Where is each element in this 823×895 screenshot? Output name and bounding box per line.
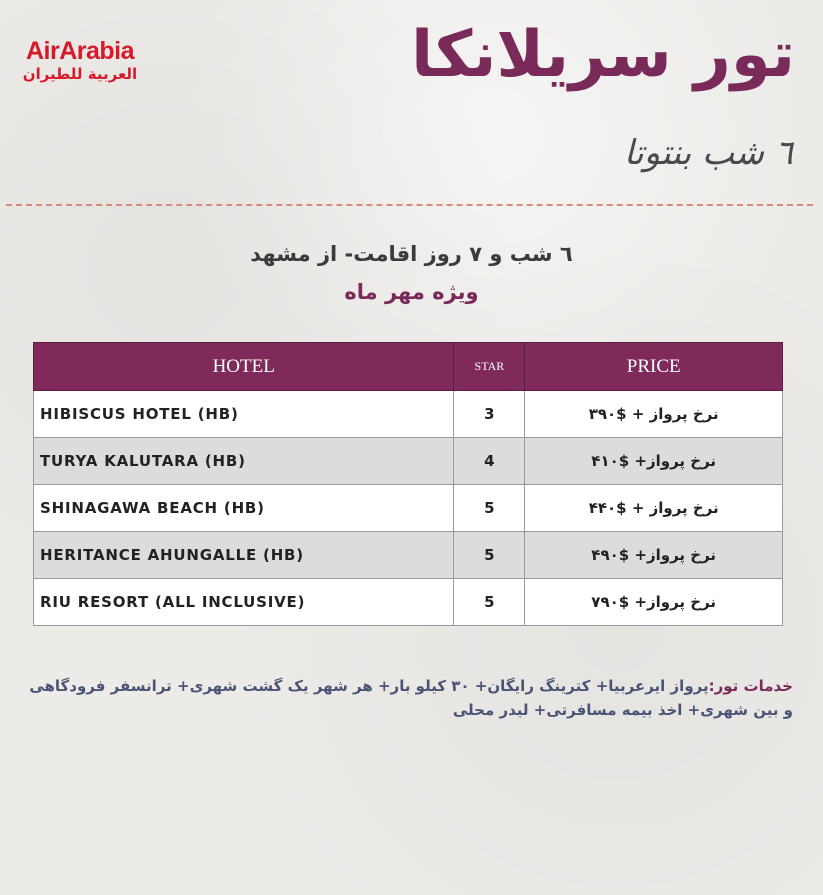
page-title: تور سریلانکا (411, 18, 795, 92)
hotel-star: 4 (454, 438, 525, 485)
header-star: STAR (454, 343, 525, 391)
hotel-price: نرخ پرواز + $۳۹۰ (525, 391, 783, 438)
hotel-price: نرخ پرواز + $۴۴۰ (525, 485, 783, 532)
tour-services (22, 674, 793, 722)
table-header-row (34, 343, 783, 391)
hotel-name: TURYA KALUTARA (HB) (34, 438, 454, 485)
divider (6, 204, 813, 206)
table-row (34, 579, 783, 626)
hotel-name: SHINAGAWA BEACH (HB) (34, 485, 454, 532)
hotel-price: نرخ پرواز+ $۴۹۰ (525, 532, 783, 579)
tour-duration: ٦ شب و ٧ روز اقامت- از مشهد (250, 242, 573, 266)
hotel-name: HERITANCE AHUNGALLE (HB) (34, 532, 454, 579)
logo-arabic: العربية للطيران (22, 65, 138, 83)
table-row (34, 532, 783, 579)
hotel-star: 3 (454, 391, 525, 438)
services-text: پرواز ایرعربیا+ کترینگ رایگان+ ۳۰ کیلو بار+ هر شهر یک گشت شهری+ ترانسفر فرودگاهی و بین شهری+ اخذ بیمه مسافرتی+ لیدر محلی (29, 677, 793, 719)
airarabia-logo (14, 38, 146, 84)
hotel-name: HIBISCUS HOTEL (HB) (34, 391, 454, 438)
hotel-price-table (33, 342, 783, 626)
table-row (34, 391, 783, 438)
page-subtitle: ٦ شب بنتوتا (623, 133, 793, 173)
hotel-star: 5 (454, 532, 525, 579)
header-price: PRICE (525, 343, 783, 391)
table-row (34, 485, 783, 532)
logo-english: AirArabia (25, 37, 135, 65)
services-label: خدمات تور: (708, 677, 793, 695)
header-hotel: HOTEL (34, 343, 454, 391)
tour-period: ویژه مهر ماه (344, 280, 479, 304)
hotel-star: 5 (454, 579, 525, 626)
table-row (34, 438, 783, 485)
hotel-price: نرخ پرواز+ $۷۹۰ (525, 579, 783, 626)
hotel-name: RIU RESORT (ALL INCLUSIVE) (34, 579, 454, 626)
hotel-price: نرخ پرواز+ $۴۱۰ (525, 438, 783, 485)
hotel-star: 5 (454, 485, 525, 532)
